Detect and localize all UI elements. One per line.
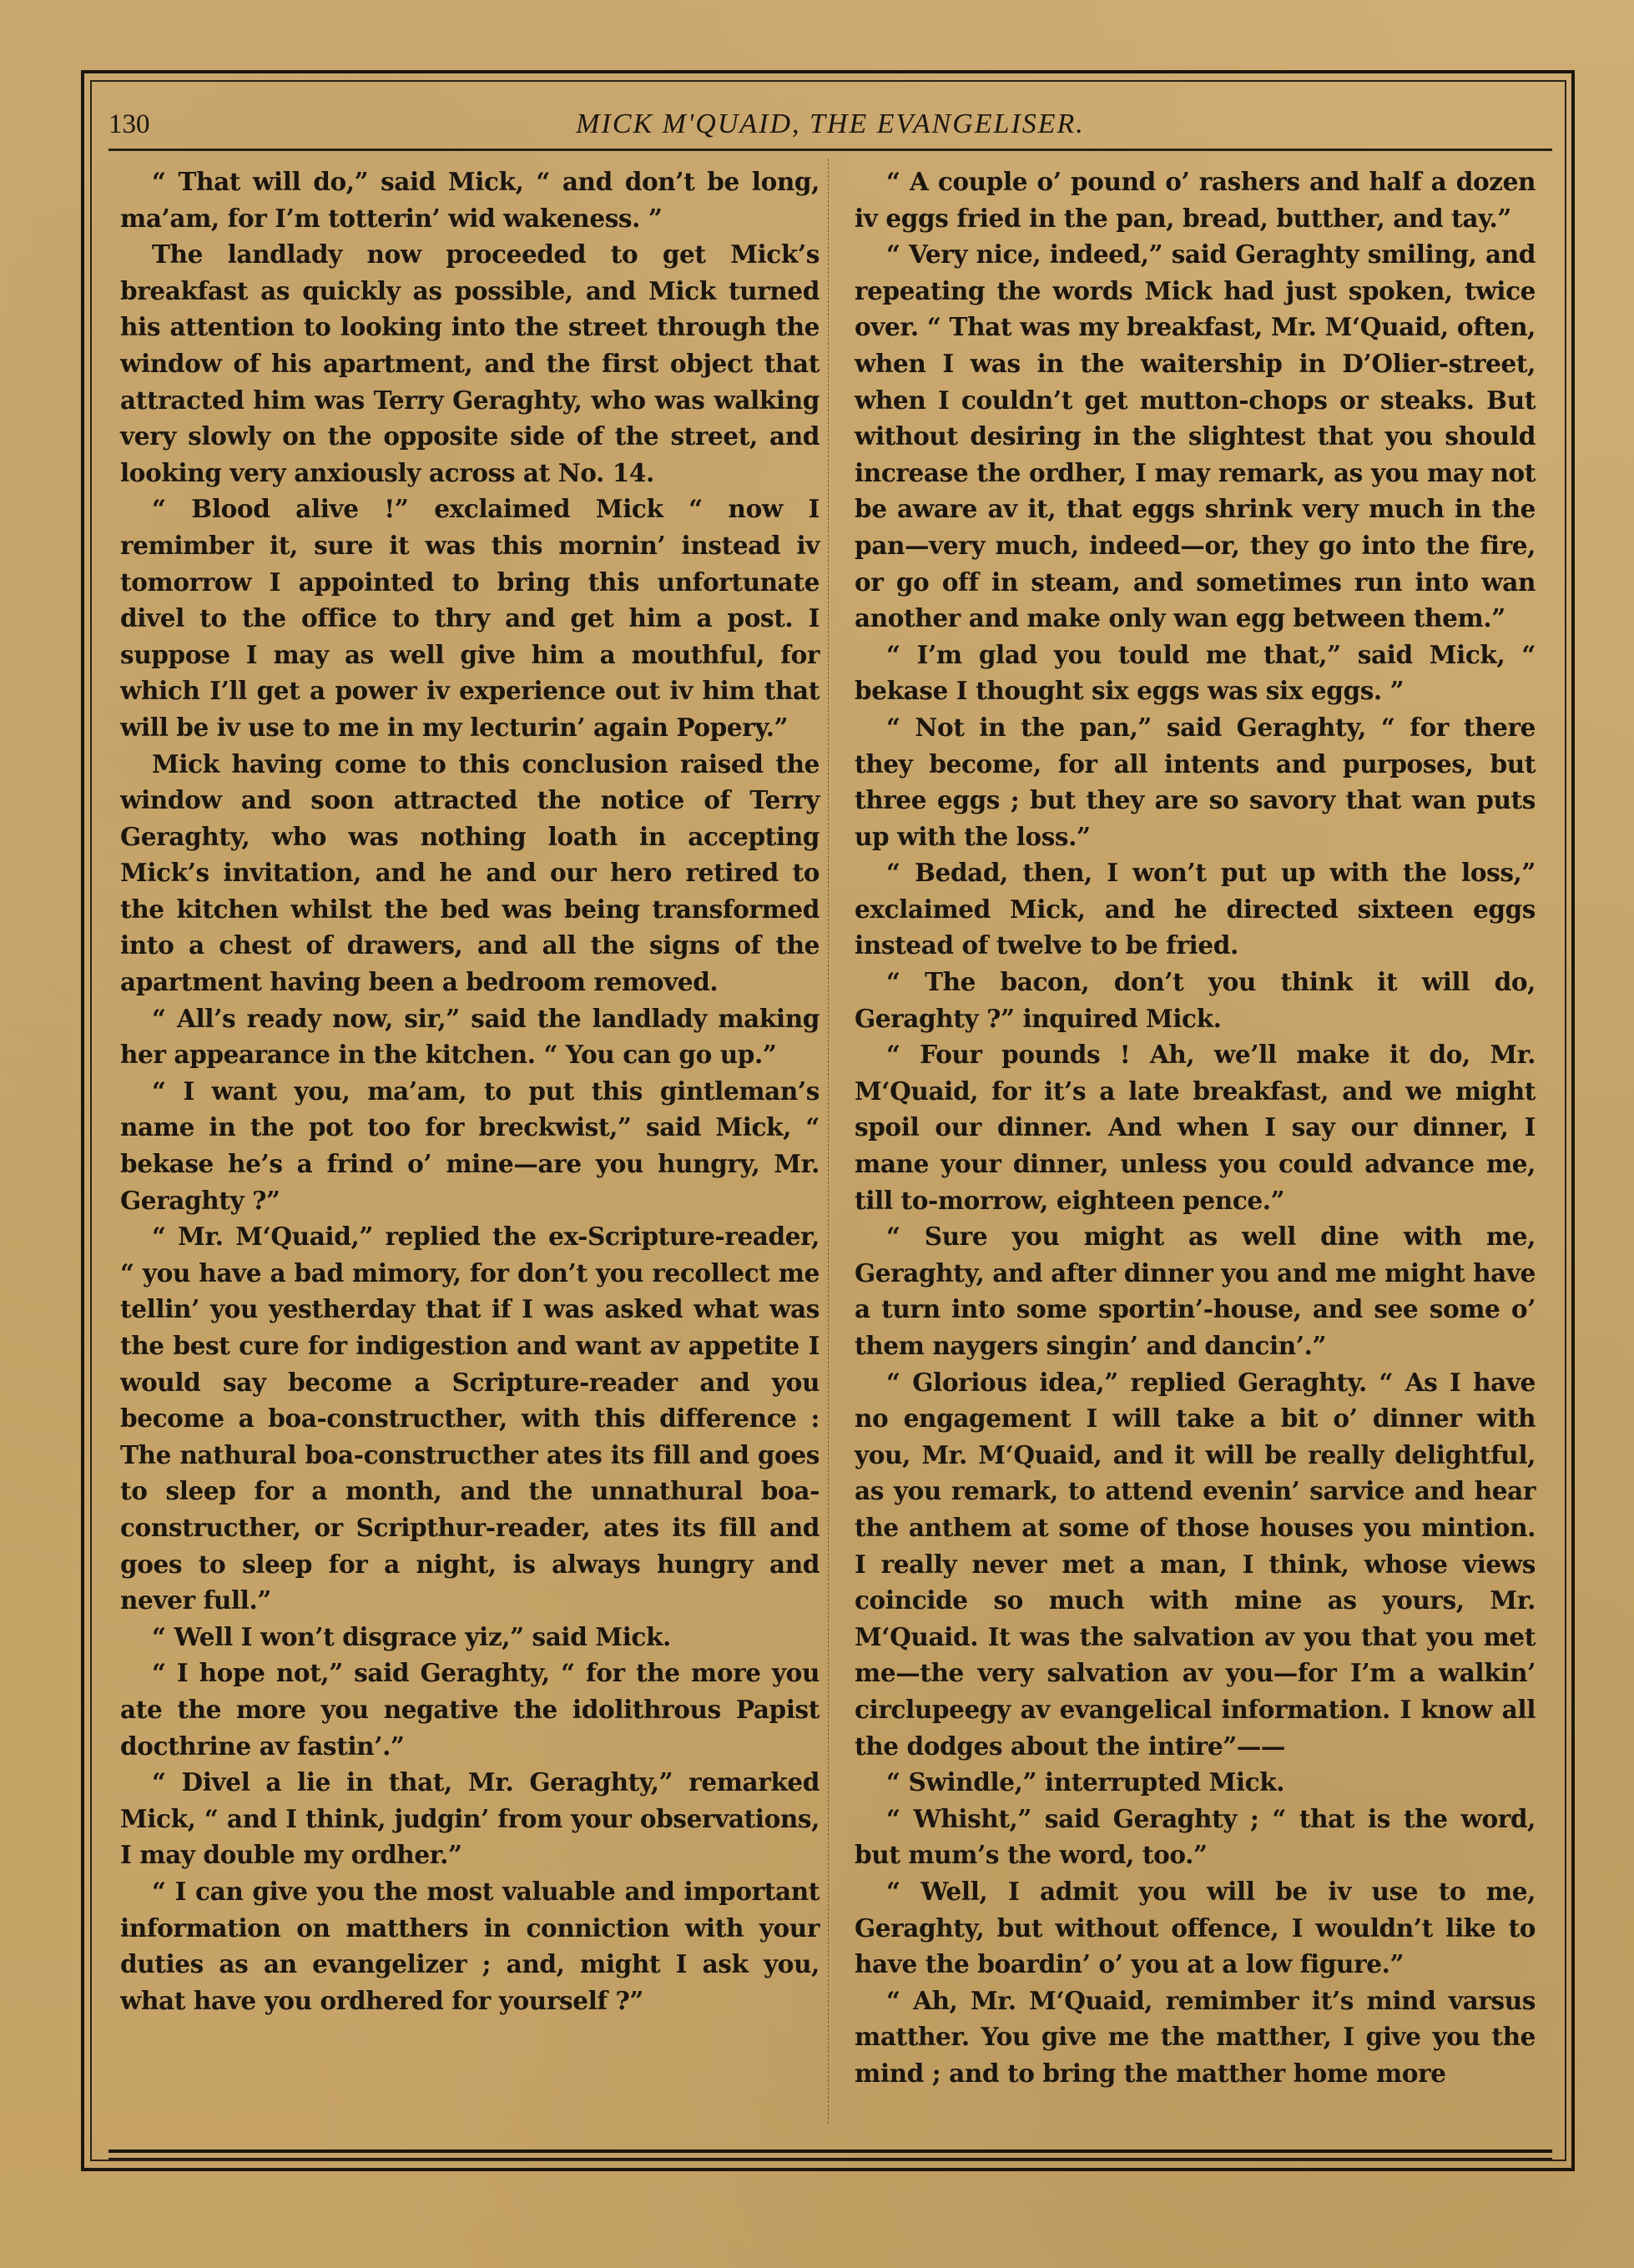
- column-divider: [828, 159, 829, 2124]
- paragraph: “ All’s ready now, sir,” said the landlady making her appearance in the kitchen. “ You can go up.”: [120, 1003, 820, 1070]
- paragraph: “ I can give you the most valuable and important information on matthers in conniction with your duties as an evangelizer ; and, might I ask you, what have you ordhered for yourself ?”: [120, 1876, 820, 2015]
- paragraph: “ Glorious idea,” replied Geraghty. “ As I have no engagement I will take a bit o’ dinner with you, Mr. M‘Quaid, and it will be really delightful, as you remark, to attend evenin’ sarvice and hear the anthem at some of those houses you mintion. I really never met a man, I think, whose views coincide so much with mine as yours, Mr. M‘Quaid. It was the salvation av you that you met me—the very salvation av you—for I’m a walkin’ circlupeegy av evangelical information. I know all the dodges about the intire”——: [855, 1367, 1536, 1761]
- paragraph: “ Very nice, indeed,” said Geraghty smiling, and repeating the words Mick had just spoken, twice over. “ That was my breakfast, Mr. M‘Quaid, often, when I was in the waitership in D’Olier-street, when I couldn’t get mutton-chops or steaks. But without desiring in the slightest that you should increase the ordher, I may remark, as you may not be aware av it, that eggs shrink very much in the pan—very much, indeed—or, they go into the fire, or go off in steam, and sometimes run into wan another and make only wan egg between them.”: [855, 239, 1536, 633]
- running-title: MICK M'QUAID, THE EVANGELISER.: [576, 108, 1085, 139]
- paragraph: “ Bedad, then, I won’t put up with the loss,” exclaimed Mick, and he directed sixteen eggs instead of twelve to be fried.: [855, 858, 1536, 960]
- paragraph: “ I’m glad you tould me that,” said Mick, “ bekase I thought six eggs was six eggs. ”: [855, 639, 1536, 706]
- paragraph: “ Well I won’t disgrace yiz,” said Mick.: [152, 1621, 671, 1651]
- header-rule: [108, 149, 1552, 151]
- footer-rule: [108, 2150, 1552, 2153]
- paragraph: “ Sure you might as well dine with me, Geraghty, and after dinner you and me might have a turn into some sportin’-house, and see some o’ them naygers singin’ and dancin’.”: [855, 1222, 1536, 1360]
- paragraph: “ Swindle,” interrupted Mick.: [886, 1767, 1285, 1797]
- paragraph: “ Blood alive !” exclaimed Mick “ now I remimber it, sure it was this mornin’ instead iv tomorrow I appointed to bring this unfortunate divel to the office to thry and get him a post. I suppose I may as well give him a mouthful, for which I’ll get a power iv experience out iv him that will be iv use to me in my lecturin’ again Popery.”: [120, 494, 820, 742]
- paragraph: “ Ah, Mr. M‘Quaid, remimber it’s mind varsus matther. You give me the matther, I give you the mind ; and to bring the matther home more: [855, 1985, 1536, 2088]
- paragraph: “ Whisht,” said Geraghty ; “ that is the word, but mum’s the word, too.”: [855, 1803, 1536, 1870]
- page-number: 130: [108, 109, 150, 139]
- right-column: [855, 164, 1536, 2091]
- paragraph: “ A couple o’ pound o’ rashers and half a dozen iv eggs fried in the pan, bread, butther, and tay.”: [855, 167, 1536, 233]
- paragraph: “ Divel a lie in that, Mr. Geraghty,” remarked Mick, “ and I think, judgin’ from your observations, I may double my ordher.”: [120, 1767, 820, 1870]
- left-column: [120, 164, 820, 2019]
- paragraph: “ Four pounds ! Ah, we’ll make it do, Mr. M‘Quaid, for it’s a late breakfast, and we might spoil our dinner. And when I say our dinner, I mane your dinner, unless you could advance me, till to-morrow, eighteen pence.”: [855, 1040, 1536, 1215]
- paragraph: “ Not in the pan,” said Geraghty, “ for there they become, for all intents and purposes, but three eggs ; but they are so savory that wan puts up with the loss.”: [855, 712, 1536, 851]
- paragraph: “ The bacon, don’t you think it will do, Geraghty ?” inquired Mick.: [855, 967, 1536, 1033]
- paragraph: “ Mr. M‘Quaid,” replied the ex-Scripture-reader, “ you have a bad mimory, for don’t you recollect me tellin’ you yestherday that if I was asked what was the best cure for indigestion and want av appetite I would say become a Scripture-reader and you become a boa-constructher, with this difference : The nathural boa-constructher ates its fill and goes to sleep for a month, and the unnathural boa-constructher, or Scripthur-reader, ates its fill and goes to sleep for a night, is always hungry and never full.”: [120, 1222, 820, 1615]
- paragraph: “ Well, I admit you will be iv use to me, Geraghty, but without offence, I wouldn’t like to have the boardin’ o’ you at a low figure.”: [855, 1876, 1536, 1979]
- paragraph: Mick having come to this conclusion raised the window and soon attracted the notice of Terry Geraghty, who was nothing loath in accepting Mick’s invitation, and he and our hero retired to the kitchen whilst the bed was being transformed into a chest of drawers, and all the signs of the apartment having been a bedroom removed.: [120, 748, 820, 997]
- paragraph: “ I hope not,” said Geraghty, “ for the more you ate the more you negative the idolithrous Papist docthrine av fastin’.”: [120, 1658, 820, 1761]
- page-header: [108, 103, 1552, 145]
- paragraph: The landlady now proceeded to get Mick’s breakfast as quickly as possible, and Mick turned his attention to looking into the street through the window of his apartment, and the first object that attracted him was Terry Geraghty, who was walking very slowly on the opposite side of the street, and looking very anxiously across at No. 14.: [120, 239, 820, 487]
- footer-rule-thin: [108, 2158, 1552, 2160]
- paragraph: “ I want you, ma’am, to put this gintleman’s name in the pot too for breckwist,” said Mick, “ bekase he’s a frind o’ mine—are you hungry, Mr. Geraghty ?”: [120, 1076, 820, 1215]
- paragraph: “ That will do,” said Mick, “ and don’t be long, ma’am, for I’m totterin’ wid wakeness. ”: [120, 167, 820, 233]
